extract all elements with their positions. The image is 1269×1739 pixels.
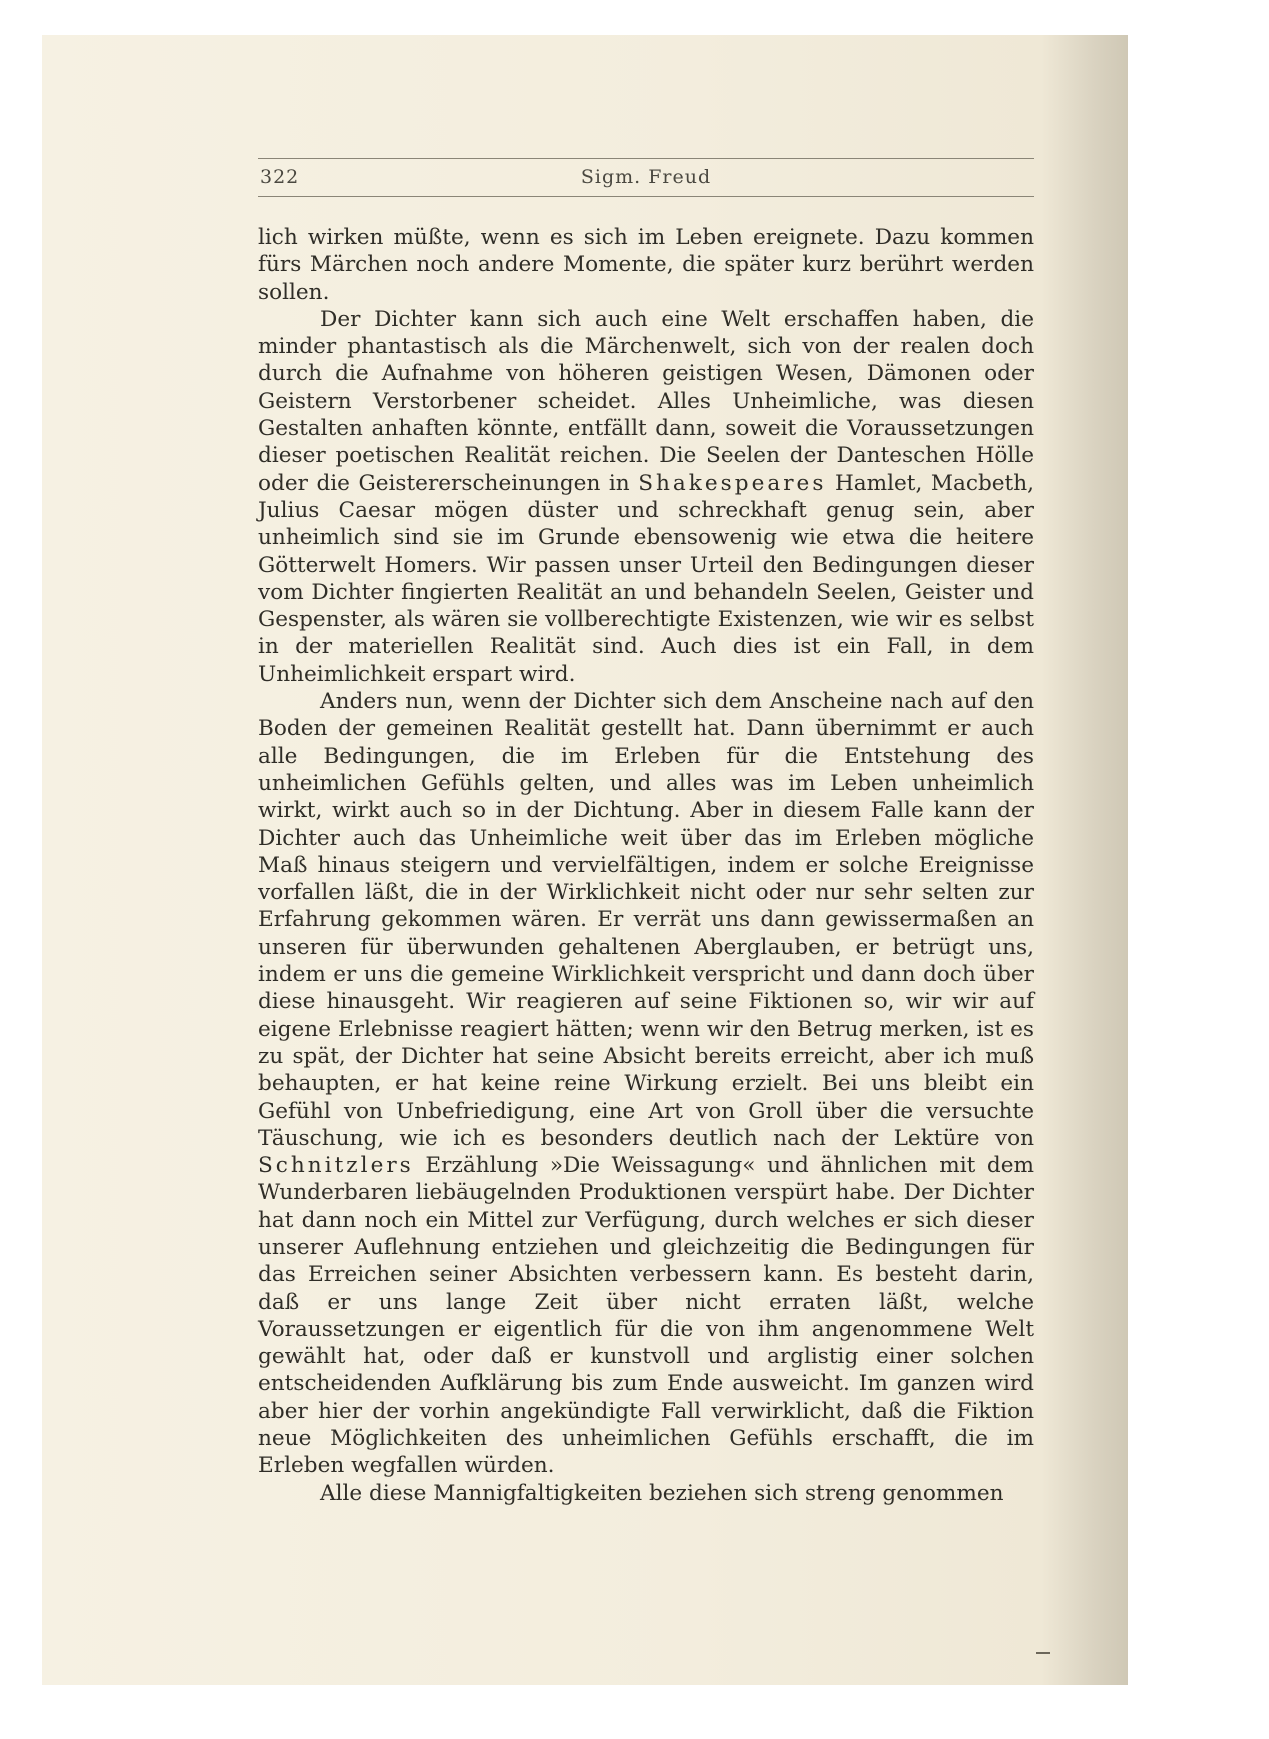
author-name-schnitzler: Schnitzlers <box>258 1153 414 1179</box>
page-header <box>258 152 1034 200</box>
paragraph-3 <box>258 688 1034 1480</box>
margin-mark <box>1036 1652 1050 1654</box>
paragraph-1: lich wirken müßte, wenn es sich im Leben ereignete. Dazu kommen fürs Märchen noch andere Momente, die später kurz berührt werden sollen. <box>258 225 1034 305</box>
page-number: 322 <box>260 166 300 188</box>
paragraph-2-part-2: Hamlet, Macbeth, Julius Caesar mögen düster und schreckhaft genug sein, aber unheimlich sind sie im Grunde ebensowenig wie etwa die heitere Götterwelt Homers. Wir passen unser Urteil den Bedingungen dieser vom Dichter fingierten Realität an und behandeln Seelen, Geister und Gespenster, als wären sie vollberechtigte Existenzen, wie wir es selbst in der materiellen Realität sind. Auch dies ist ein Fall, in dem Unheimlichkeit erspart wird. <box>258 470 1034 687</box>
running-head: Sigm. Freud <box>580 166 712 188</box>
paragraph-4: Alle diese Mannigfaltigkeiten beziehen sich streng genommen <box>320 1480 1004 1506</box>
header-rule-top <box>258 158 1034 159</box>
paragraph-2-part-1: Der Dichter kann sich auch eine Welt erschaffen haben, die minder phantastisch als die Märchenwelt, sich von der realen doch durch die Aufnahme von höheren geistigen Wesen, Dämonen oder Geistern Verstorbener scheidet. Alles Unheimliche, was diesen Gestalten anhaften könnte, entfällt dann, soweit die Voraussetzungen dieser poetischen Realität reichen. Die Seelen der Danteschen Hölle oder die Geistererscheinungen in <box>258 306 1034 496</box>
header-rule-bottom <box>258 196 1034 197</box>
paragraph-3-part-1: Anders nun, wenn der Dichter sich dem Anscheine nach auf den Boden der gemeinen Realität gestellt hat. Dann übernimmt er auch alle Bedingungen, die im Erleben für die Entstehung des unheimlichen Gefühls gelten, und alles was im Leben unheimlich wirkt, wirkt auch so in der Dichtung. Aber in diesem Falle kann der Dichter auch das Unheimliche weit über das im Erleben mögliche Maß hinaus steigern und vervielfältigen, indem er solche Ereignisse vorfallen läßt, die in der Wirklichkeit nicht oder nur sehr selten zur Erfahrung gekommen wären. Er verrät uns dann gewissermaßen an unseren für überwunden gehaltenen Aberglauben, er betrügt uns, indem er uns die gemeine Wirklichkeit verspricht und dann doch über diese hinausgeht. Wir reagieren auf seine Fiktionen so, wir wir auf eigene Erlebnisse reagiert hätten; wenn wir den Betrug merken, ist es zu spät, der Dichter hat seine Absicht bereits erreicht, aber ich muß behaupten, er hat keine reine Wirkung erzielt. Bei uns bleibt ein Gefühl von Unbefriedigung, eine Art von Groll über die versuchte Täuschung, wie ich es besonders deutlich nach der Lektüre von <box>258 689 1034 1151</box>
author-name-shakespeare: Shakespeares <box>638 470 827 496</box>
paragraph-3-part-2: Erzählung »Die Weissagung« und ähnlichen mit dem Wunderbaren liebäugelnden Produktionen verspürt habe. Der Dichter hat dann noch ein Mittel zur Verfügung, durch welches er sich dieser unserer Auflehnung entziehen und gleichzeitig die Bedingungen für das Erreichen seiner Absichten verbessern kann. Es besteht darin, daß er uns lange Zeit über nicht erraten läßt, welche Voraussetzungen er eigentlich für die von ihm angenommene Welt gewählt hat, oder daß er kunstvoll und arglistig einer solchen entscheidenden Aufklärung bis zum Ende ausweicht. Im ganzen wird aber hier der vorhin angekündigte Fall verwirklicht, daß die Fiktion neue Möglichkeiten des unheimlichen Gefühls erschafft, die im Erleben wegfallen würden. <box>258 1153 1034 1479</box>
body-text <box>258 224 1034 1507</box>
paragraph-2 <box>258 306 1034 688</box>
